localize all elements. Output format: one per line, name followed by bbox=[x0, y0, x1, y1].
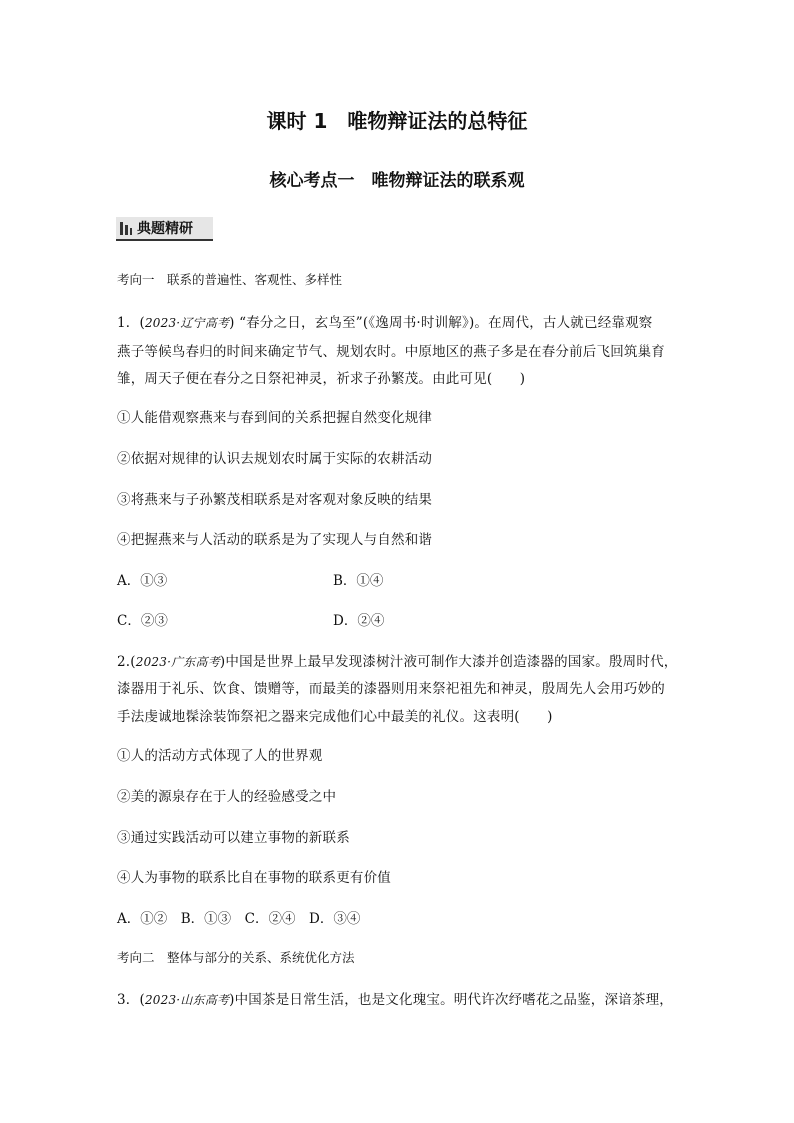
question-2-source: 2023·广东高考 bbox=[135, 655, 220, 669]
question-1-statement-3: ③将燕来与子孙繁茂相联系是对客观对象反映的结果 bbox=[117, 492, 433, 508]
question-1-source: 2023·辽宁高考 bbox=[144, 316, 230, 330]
page-title: 课时 1 唯物辩证法的总特征 bbox=[266, 109, 528, 133]
question-1-option-b: B．①④ bbox=[333, 573, 384, 589]
question-3-line-1: 3．(2023·山东高考)中国茶是日常生活，也是文化瑰宝。明代许次纾嗜花之品鉴，深谙茶理， bbox=[117, 992, 673, 1008]
question-2-line-3: 手法虔诚地髹涂装饰祭祀之器来完成他们心中最美的礼仪。这表明( ) bbox=[117, 709, 553, 725]
question-2-options: A．①② B．①③ C．②④ D．③④ bbox=[117, 911, 361, 927]
question-1-line-1: 1．(2023·辽宁高考) “春分之日，玄鸟至”(《逸周书·时训解》)。在周代，古人就已经靠观察 bbox=[117, 315, 653, 331]
question-2-statement-1: ①人的活动方式体现了人的世界观 bbox=[117, 748, 323, 764]
question-2-line-2: 漆器用于礼乐、饮食、馈赠等，而最美的漆器则用来祭祀祖先和神灵，殷周先人会用巧妙的 bbox=[117, 681, 665, 697]
question-1-line-2: 燕子等候鸟春归的时间来确定节气、规划农时。中原地区的燕子多是在春分前后飞回筑巢育 bbox=[117, 344, 665, 360]
section-header bbox=[116, 217, 213, 241]
topic-heading-1: 考向一 联系的普遍性、客观性、多样性 bbox=[117, 272, 343, 287]
section-label: 典题精研 bbox=[137, 221, 193, 237]
question-1-option-a: A．①③ bbox=[117, 573, 168, 589]
section-bar-icon bbox=[120, 222, 132, 235]
question-1-option-d: D．②④ bbox=[333, 613, 385, 629]
question-1-statement-4: ④把握燕来与人活动的联系是为了实现人与自然和谐 bbox=[117, 532, 433, 548]
question-3-source: 2023·山东高考 bbox=[144, 993, 230, 1007]
question-1-statement-2: ②依据对规律的认识去规划农时属于实际的农耕活动 bbox=[117, 451, 433, 467]
topic-heading-2: 考向二 整体与部分的关系、系统优化方法 bbox=[117, 950, 355, 965]
question-2-line-1: 2.(2023·广东高考)中国是世界上最早发现漆树汁液可制作大漆并创造漆器的国家。殷周时代， bbox=[117, 654, 678, 670]
question-1-line-3: 雏，周天子便在春分之日祭祀神灵，祈求子孙繁茂。由此可见( ) bbox=[117, 371, 526, 387]
question-1-option-c: C．②③ bbox=[117, 613, 168, 629]
question-2-statement-4: ④人为事物的联系比自在事物的联系更有价值 bbox=[117, 870, 391, 886]
question-1-statement-1: ①人能借观察燕来与春到间的关系把握自然变化规律 bbox=[117, 410, 433, 426]
question-2-statement-2: ②美的源泉存在于人的经验感受之中 bbox=[117, 789, 337, 805]
section-subtitle: 核心考点一 唯物辩证法的联系观 bbox=[269, 171, 525, 191]
question-2-statement-3: ③通过实践活动可以建立事物的新联系 bbox=[117, 830, 350, 846]
